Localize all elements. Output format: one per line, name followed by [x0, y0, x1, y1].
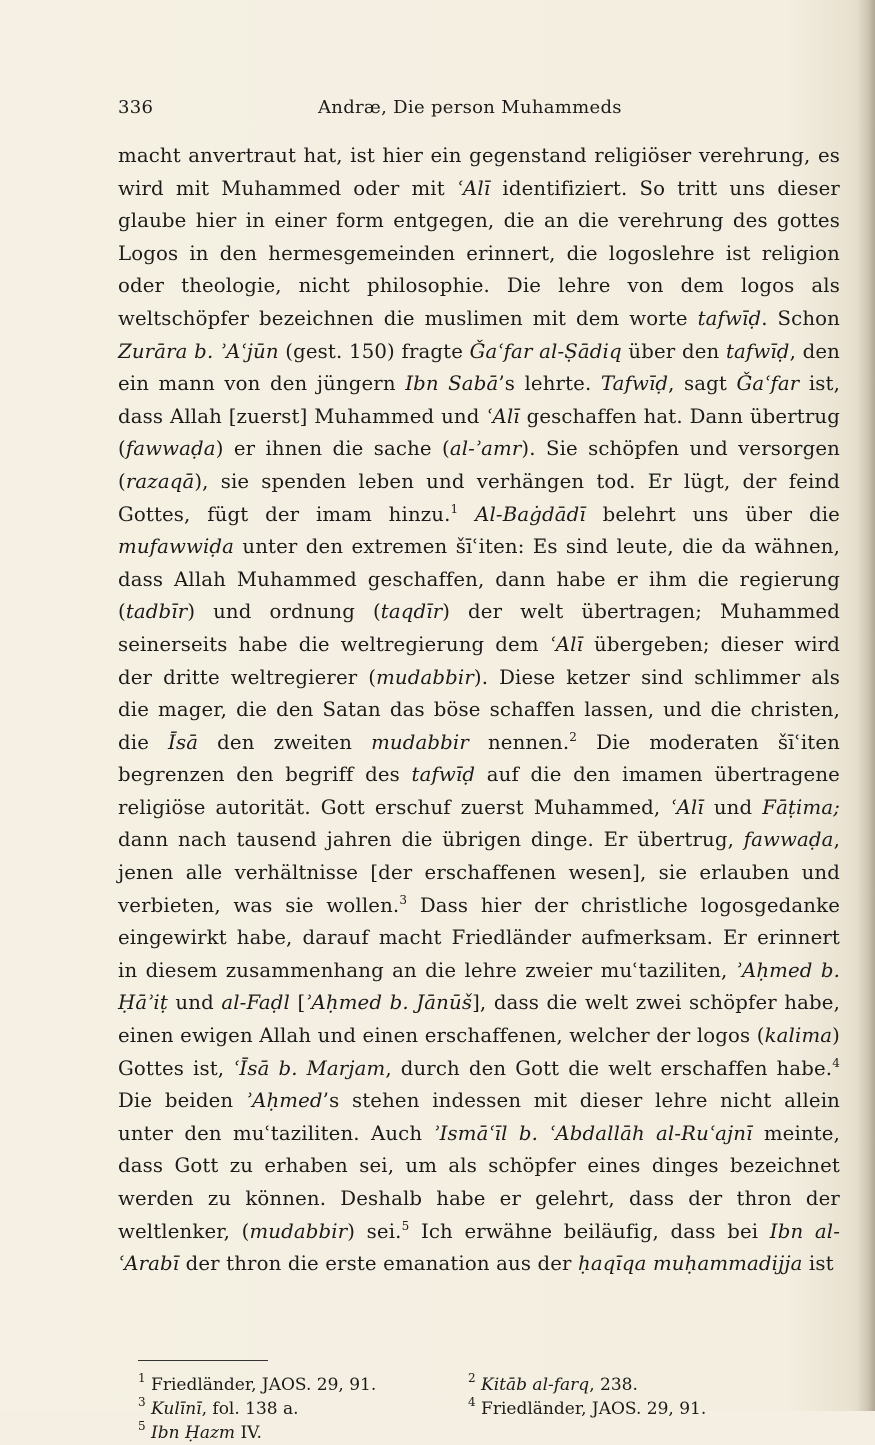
page-number: 336 — [118, 97, 154, 118]
footnote-mark: 1 — [138, 1371, 146, 1385]
footnote-text: Friedländer, JAOS. 29, 91. — [481, 1399, 707, 1419]
body-text — [118, 140, 840, 1281]
footnotes — [138, 1360, 798, 1445]
footnote-mark: 2 — [468, 1371, 476, 1385]
footnote-text: Kulīnī, fol. 138 a. — [151, 1399, 299, 1419]
page-header — [118, 97, 838, 125]
footnote-text: Friedländer, JAOS. 29, 91. — [151, 1375, 377, 1395]
footnote-5 — [138, 1421, 498, 1445]
footnote-row — [138, 1373, 798, 1397]
footnote-row — [138, 1397, 798, 1421]
footnote-4 — [468, 1397, 798, 1421]
footnote-text: Kitāb al-farq, 238. — [481, 1375, 638, 1395]
footnote-mark: 4 — [468, 1395, 476, 1409]
main-paragraph: macht anvertraut hat, ist hier ein gegenstand religiöser verehrung, es wird mit Muhammed oder mit ʿAlī identifiziert. So tritt uns dieser glaube hier in einer form entgegen, die an die verehrung des gottes Logos in den hermesgemeinden erinnert, die logoslehre ist religion oder theologie, nicht philosophie. Die lehre von dem logos als weltschöpfer bezeichnen die muslimen mit dem worte tafwīḍ. Schon Zurāra b. ʾAʿjūn (gest. 150) fragte Ǧaʿfar al-Ṣādiq über den tafwīḍ, den ein mann von den jüngern Ibn Sabā’s lehrte. Tafwīḍ, sagt Ǧaʿfar ist, dass Allah [zuerst] Muhammed und ʿAlī geschaffen hat. Dann übertrug (fawwaḍa) er ihnen die sache (al-ʾamr). Sie schöpfen und versorgen (razaqā), sie spenden leben und verhängen tod. Er lügt, der feind Gottes, fügt der imam hinzu.$^1$ Al-Baġdādī belehrt uns über die mufawwiḍa unter den extremen šīʿiten: Es sind leute, die da wähnen, dass Allah Muhammed geschaffen, dann habe er ihm die regierung (tadbīr) und ordnung (taqdīr) der welt übertragen; Muhammed seinerseits habe die weltregierung dem ʿAlī übergeben; dieser wird der dritte weltregierer (mudabbir). Diese ketzer sind schlimmer als die mager, die den Satan das böse schaffen lassen, und die christen, die Īsā den zweiten mudabbir nennen.$^2$ Die moderaten šīʿiten begrenzen den begriff des tafwīḍ auf die den imamen übertragene religiöse autorität. Gott erschuf zuerst Muhammed, ʿAlī und Fāṭima; dann nach tausend jahren die übrigen dinge. Er übertrug, fawwaḍa, jenen alle verhältnisse [der erschaffenen wesen], sie erlauben und verbieten, was sie wollen.$^3$ Dass hier der christliche logosgedanke eingewirkt habe, darauf macht Friedländer aufmerksam. Er erinnert in diesem zusammenhang an die lehre zweier muʿtaziliten, ʾAḥmed b. Ḥāʾiṭ und al-Faḍl [ʾAḥmed b. Jānūš], dass die welt zwei schöpfer habe, einen ewigen Allah und einen erschaffenen, welcher der logos (kalima) Gottes ist, ʿĪsā b. Marjam, durch den Gott die welt erschaffen habe.$^4$ Die beiden ʾAḥmed’s stehen indessen mit dieser lehre nicht allein unter den muʿtaziliten. Auch ʾIsmāʿīl b. ʿAbdallāh al-Ruʿajnī meinte, dass Gott zu erhaben sei, um als schöpfer eines dinges bezeichnet werden zu können. Deshalb habe er gelehrt, dass der thron der weltlenker, (mudabbir) sei.$^5$ Ich erwähne beiläufig, dass bei Ibn al-ʿArabī der thron die erste emanation aus der ḥaqīqa muḥammadijja ist — [118, 144, 841, 1276]
footnote-row — [138, 1421, 798, 1445]
running-title: Andræ, Die person Muhammeds — [318, 97, 622, 118]
footnote-rule — [138, 1360, 268, 1361]
footnote-2 — [468, 1373, 798, 1397]
footnote-text: Ibn Ḥazm IV. — [151, 1423, 262, 1443]
page-edge-shadow — [857, 0, 875, 1411]
footnote-mark: 3 — [138, 1395, 146, 1409]
footnote-mark: 5 — [138, 1419, 146, 1433]
footnote-3 — [138, 1397, 468, 1421]
footnote-1 — [138, 1373, 468, 1397]
